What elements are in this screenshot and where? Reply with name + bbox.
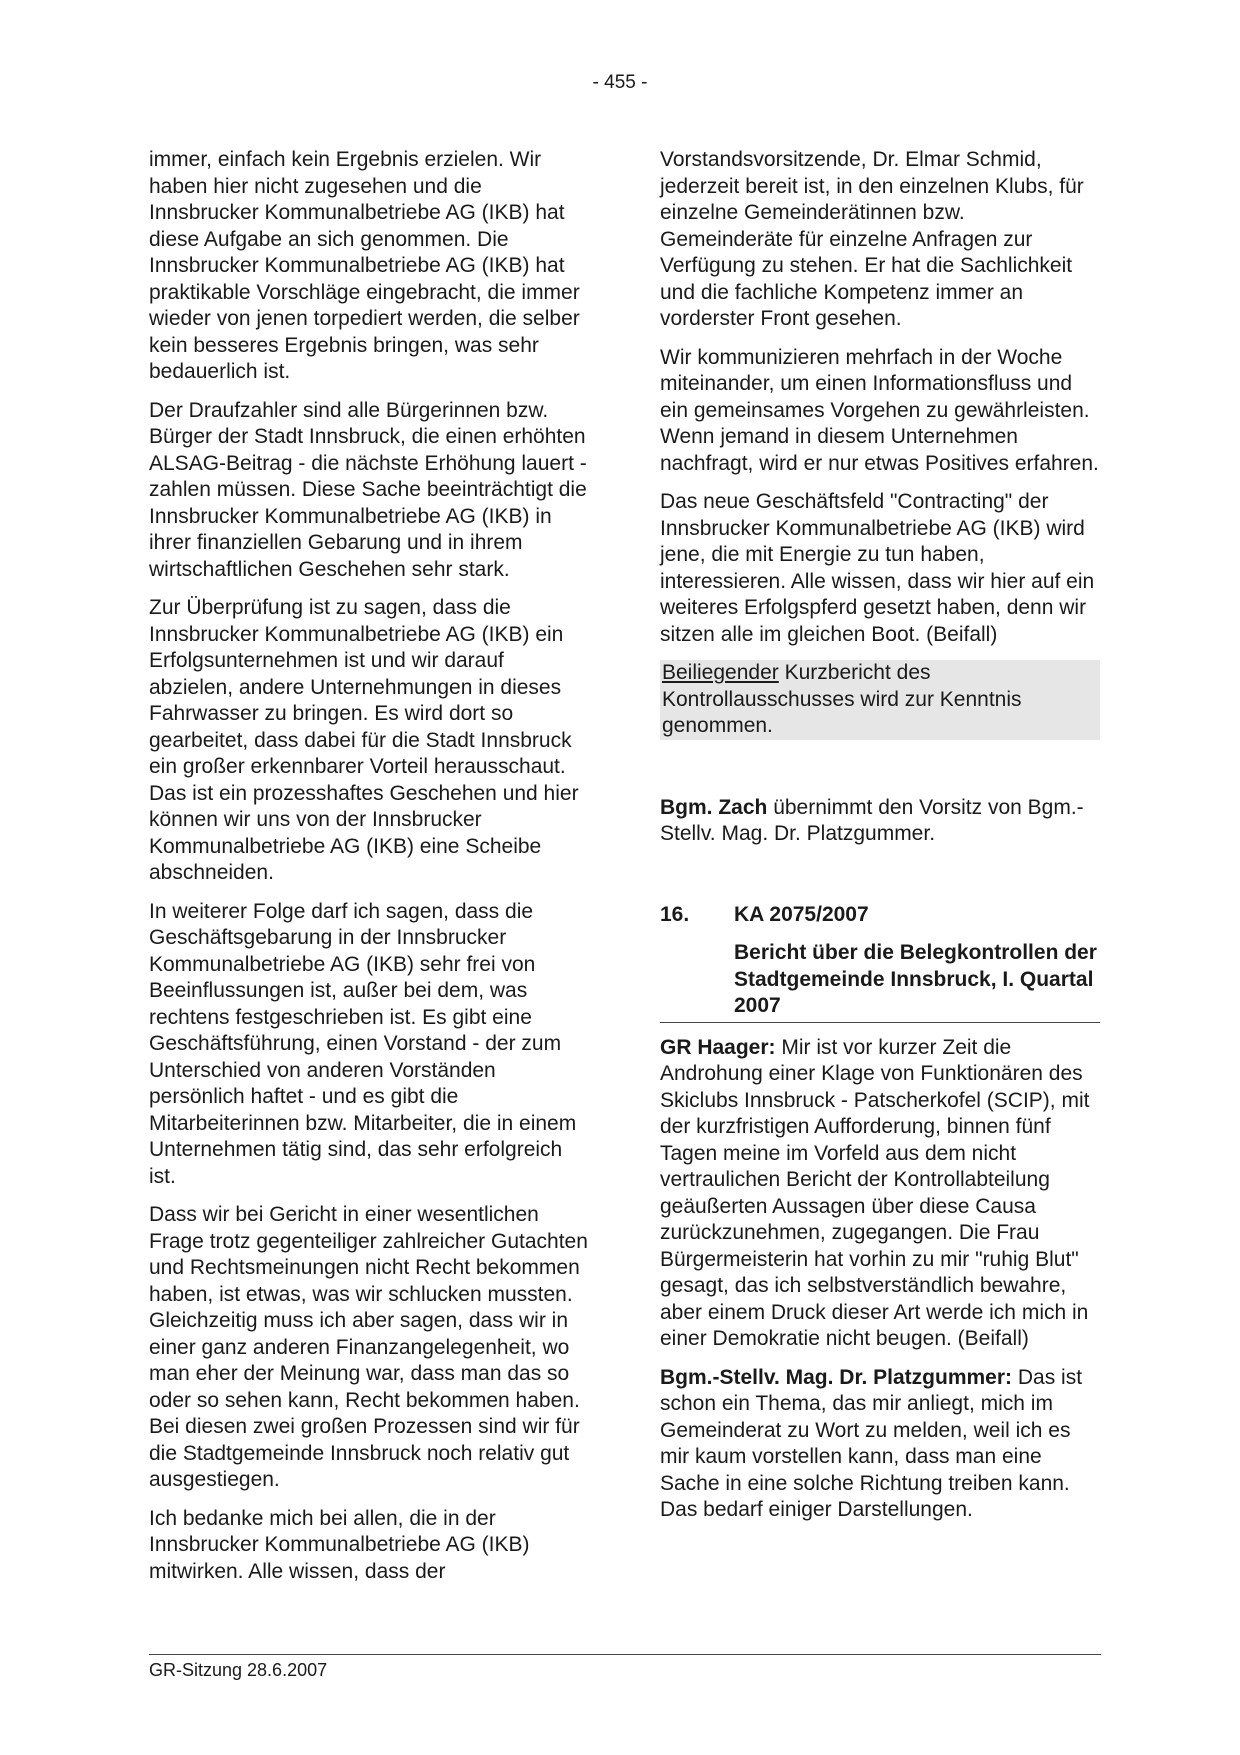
- page-number: - 455 -: [592, 72, 648, 93]
- paragraph: immer, einfach kein Ergebnis erzielen. Wir haben hier nicht zugesehen und die Innsbrucker Kommunalbetriebe AG (IKB) hat diese Aufgabe an sich genommen. Die Innsbrucker Kommunalbetriebe AG (IKB) hat praktikable Vorschläge eingebracht, die immer wieder von jenen torpediert werden, die selber kein besseres Ergebnis bringen, was sehr bedauerlich ist.: [149, 148, 580, 383]
- paragraph: Wir kommunizieren mehrfach in der Woche miteinander, um einen Informationsfluss und ein gemeinsames Vorgehen zu gewährleisten. Wenn jemand in diesem Unternehmen nachfragt, wird er nur etwas Positives erfahren.: [660, 345, 1099, 475]
- chair-change: [660, 795, 1100, 848]
- resolution-underlined: Beiliegender: [662, 661, 779, 684]
- paragraph: Zur Überprüfung ist zu sagen, dass die Innsbrucker Kommunalbetriebe AG (IKB) ein Erfolgsunternehmen ist und wir darauf abzielen, andere Unternehmungen in dieses Fahrwasser zu bringen. Es wird dort so gearbeitet, dass dabei für die Stadt Innsbruck ein großer erkennbarer Vorteil herausschaut. Das ist ein prozesshaftes Geschehen und hier können wir uns von der Innsbrucker Kommunalbetriebe AG (IKB) eine Scheibe abschneiden.: [149, 596, 579, 884]
- statement-speaker: GR Haager:: [660, 1035, 776, 1059]
- paragraph: Das neue Geschäftsfeld "Contracting" der Innsbrucker Kommunalbetriebe AG (IKB) wird jene, die mit Energie zu tun haben, interessieren. Alle wissen, dass wir hier auf ein weiteres Erfolgspferd gesetzt haben, denn wir sitzen alle im gleichen Boot. (Beifall): [660, 490, 1095, 646]
- agenda-number: 16.: [660, 902, 690, 926]
- left-column: [149, 147, 591, 1597]
- statement: [660, 1035, 1100, 1353]
- statement-text: Mir ist vor kurzer Zeit die Androhung einer Klage von Funktionären des Skiclubs Innsbruck - Patscherkofel (SCIP), mit der kurzfristigen Aufforderung, binnen fünf Tagen meine im Vorfeld aus dem nicht vertraulichen Bericht der Kontrollabteilung geäußerten Aussagen über diese Causa zurückzunehmen, zugegangen. Die Frau Bürgermeisterin hat vorhin zu mir "ruhig Blut" gesagt, das ich selbstverständlich bewahre, aber einem Druck dieser Art werde ich mich in einer Demokratie nicht beugen. (Beifall): [660, 1035, 1090, 1350]
- statement-speaker: Bgm.-Stellv. Mag. Dr. Platzgummer:: [660, 1365, 1013, 1389]
- paragraph: Dass wir bei Gericht in einer wesentlichen Frage trotz gegenteiliger zahlreicher Gutachten und Rechtsmeinungen nicht Recht bekommen haben, ist etwas, was wir schlucken mussten. Gleichzeitig muss ich aber sagen, dass wir in einer ganz anderen Finanzangelegenheit, wo man eher der Meinung war, dass man das so oder so sehen kann, Recht bekommen haben. Bei diesen zwei großen Prozessen sind wir für die Stadtgemeinde Innsbruck noch relativ gut ausgestiegen.: [149, 1203, 588, 1491]
- statement-text: Das ist schon ein Thema, das mir anliegt, mich im Gemeinderat zu Wort zu melden, weil ich es mir kaum vorstellen kann, dass man eine Sache in eine solche Richtung treiben kann. Das bedarf einiger Darstellungen.: [660, 1365, 1083, 1521]
- paragraph: Vorstandsvorsitzende, Dr. Elmar Schmid, jederzeit bereit ist, in den einzelnen Klubs, für einzelne Gemeinderätinnen bzw. Gemeinderäte für einzelne Anfragen zur Verfügung zu stehen. Er hat die Sachlichkeit und die fachliche Kompetenz immer an vorderster Front gesehen.: [660, 148, 1084, 330]
- chair-speaker: Bgm. Zach: [660, 795, 768, 819]
- chair-text: übernimmt den Vorsitz von Bgm.-Stellv. Mag. Dr. Platzgummer.: [660, 795, 1084, 845]
- right-column: [660, 147, 1100, 1536]
- paragraph: Ich bedanke mich bei allen, die in der Innsbrucker Kommunalbetriebe AG (IKB) mitwirken. Alle wissen, dass der: [149, 1506, 530, 1583]
- resolution-text: Kurzbericht des Kontrollausschusses wird zur Kenntnis genommen.: [662, 661, 1022, 737]
- statement: [660, 1365, 1100, 1524]
- agenda-code: KA 2075/2007: [734, 902, 869, 926]
- resolution-box: [660, 660, 1100, 740]
- agenda-item: [660, 902, 1100, 1023]
- footer-text: GR-Sitzung 28.6.2007: [149, 1660, 328, 1680]
- agenda-heading: [660, 902, 1100, 929]
- agenda-title: Bericht über die Belegkontrollen der Stadtgemeinde Innsbruck, I. Quartal 2007: [734, 941, 1097, 1017]
- agenda-divider: [660, 1022, 1100, 1023]
- paragraph: Der Draufzahler sind alle Bürgerinnen bzw. Bürger der Stadt Innsbruck, die einen erhöhten ALSAG-Beitrag - die nächste Erhöhung lauert - zahlen müssen. Diese Sache beeinträchtigt die Innsbrucker Kommunalbetriebe AG (IKB) in ihrer finanziellen Gebarung und in ihrem wirtschaftlichen Geschehen sehr stark.: [149, 398, 587, 581]
- footer-divider: [149, 1654, 1101, 1655]
- paragraph: In weiterer Folge darf ich sagen, dass die Geschäftsgebarung in der Innsbrucker Kommunalbetriebe AG (IKB) sehr frei von Beeinflussungen ist, außer bei dem, was rechtens festgeschrieben ist. Es gibt eine Geschäftsführung, einen Vorstand - der zum Unterschied von anderen Vorständen persönlich haftet - und es gibt die Mitarbeiterinnen bzw. Mitarbeiter, die in einem Unternehmen tätig sind, das sehr erfolgreich ist.: [149, 899, 577, 1188]
